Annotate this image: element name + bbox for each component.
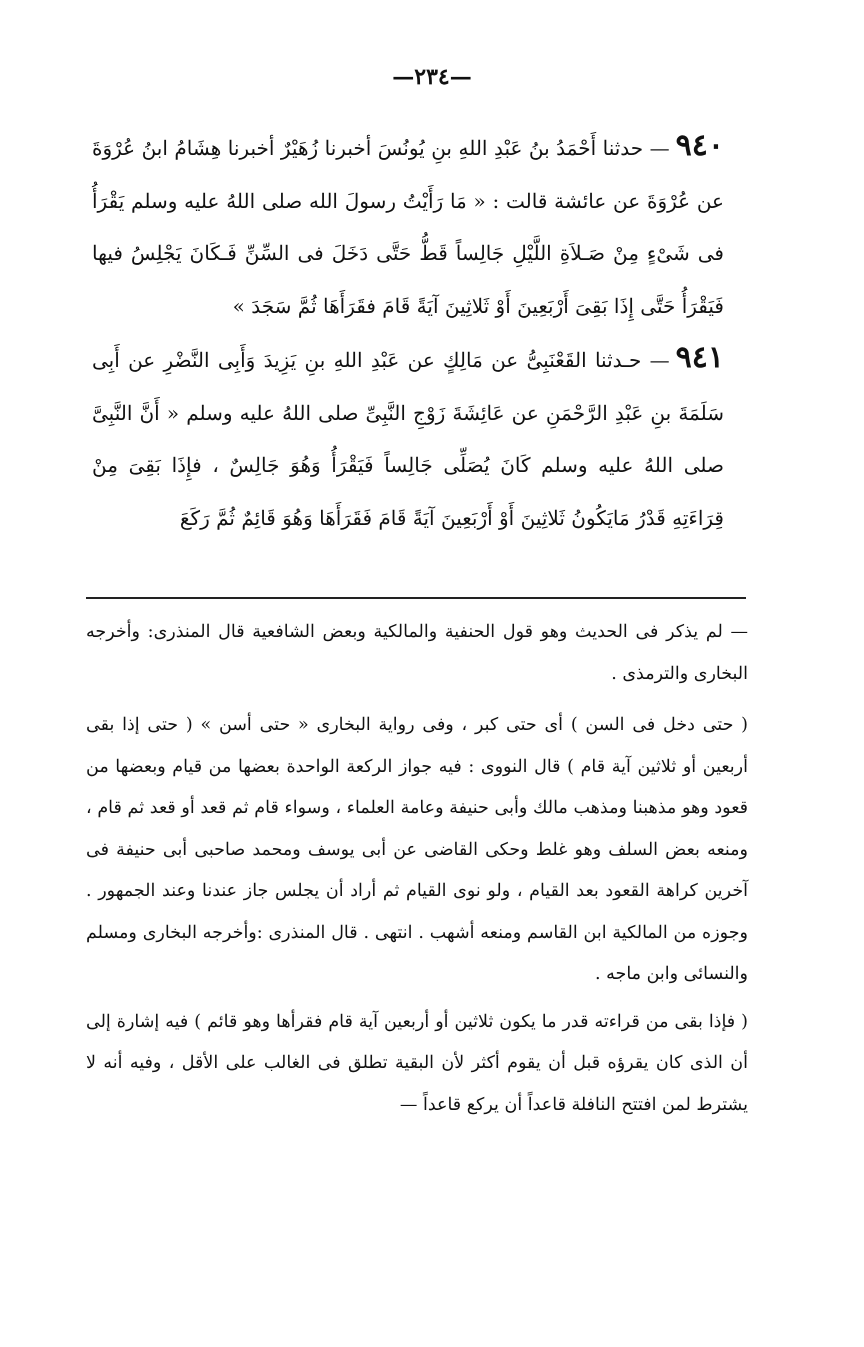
hadith-number: ٩٤١: [675, 340, 724, 375]
hadith-body: — حدثنا أَحْمَدُ بنُ عَبْدِ اللهِ بنِ يُونُسَ أخبرنا زُهَيْرٌ أخبرنا هِشَامُ ابنُ عُرْوَةَ عن عُرْوَةَ عن عائشة قالت : « مَا رَأَيْتُ رسولَ الله صلى اللهُ عليه وسلم يَقْرَأُ فى شَىْءٍ مِنْ صَـلاَةِ اللَّيْلِ جَالِساً قَطُّ حَتَّى دَخَلَ فى السِّنِّ فَـكَانَ يَجْلِسُ فيها فَيَقْرَأُ حَتَّى إِذَا بَقِىَ أَرْبَعِينَ أَوْ ثَلاثِينَ آيَةً قَامَ فقَرَأَهَا ثُمَّ سَجَدَ »: [92, 136, 724, 318]
hadith-body: — حـدثنا القَعْنَبِىُّ عن مَالِكٍ عن عَبْدِ اللهِ بنِ يَزِيدَ وَأَبِى النَّضْرِ عن أَبِى سَلَمَةَ بنِ عَبْدِ الرَّحْمَنِ عن عَائِشَةَ زَوْجِ النَّبِىِّ صلى اللهُ عليه وسلم « أَنَّ النَّبِىَّ صلى اللهُ عليه وسلم كَانَ يُصَلِّى جَالِساً فَيَقْرَأُ وَهُوَ جَالِسٌ ، فإِذَا بَقِىَ مِنْ قِرَاءَتِهِ قَدْرُ مَايَكُونُ ثَلاثِينَ أَوْ أَرْبَعِينَ آيَةً قَامَ فَقَرَأَهَا وَهُوَ قَائِمٌ ثُمَّ رَكَعَ: [92, 348, 724, 530]
commentary-paragraph: ( حتى دخل فى السن ) أى حتى كبر ، وفى رواية البخارى « حتى أسن » ( حتى إذا بقى أربعين أو ثلاثين آية قام ) قال النووى : فيه جواز الركعة الواحدة بعضها من قيام وبعضها من قعود وهو مذهبنا ومذهب مالك وأبى حنيفة وعامة العلماء ، وسواء قام ثم قعد أو قعد ثم قام ، ومنعه بعض السلف وهو غلط وحكى القاضى عن أبى يوسف ومحمد صاحبى أبى حنيفة فى آخرين كراهة القعود بعد القيام ، ولو نوى القيام ثم أراد أن يجلس جاز عندنا وعند الجمهور . وجوزه من المالكية ابن القاسم ومنعه أشهب . انتهى . قال المنذرى :وأخرجه البخارى ومسلم والنسائى وابن ماجه .: [86, 715, 748, 984]
commentary-paragraph: — لم يذكر فى الحديث وهو قول الحنفية والمالكية وبعض الشافعية قال المنذرى: وأخرجه البخارى والترمذى .: [86, 622, 748, 684]
hadith-940: [92, 120, 724, 332]
hadith-number: ٩٤٠: [675, 128, 724, 163]
hadith-text-block: [92, 120, 724, 544]
footnote-divider: [86, 597, 746, 599]
commentary-paragraph: ( فإذا بقى من قراءته قدر ما يكون ثلاثين أو أربعين آية قام فقرأها وهو قائم ) فيه إشارة إلى أن الذى كان يقرؤه قبل أن يقوم أكثر لأن البقية تطلق فى الغالب على الأقل ، وفيه أنه لا يشترط لمن افتتح النافلة قاعداً أن يركع قاعداً —: [86, 1011, 748, 1115]
commentary-block: [86, 612, 748, 1132]
page-number: —٢٣٤—: [392, 64, 472, 90]
hadith-941: [92, 332, 724, 544]
